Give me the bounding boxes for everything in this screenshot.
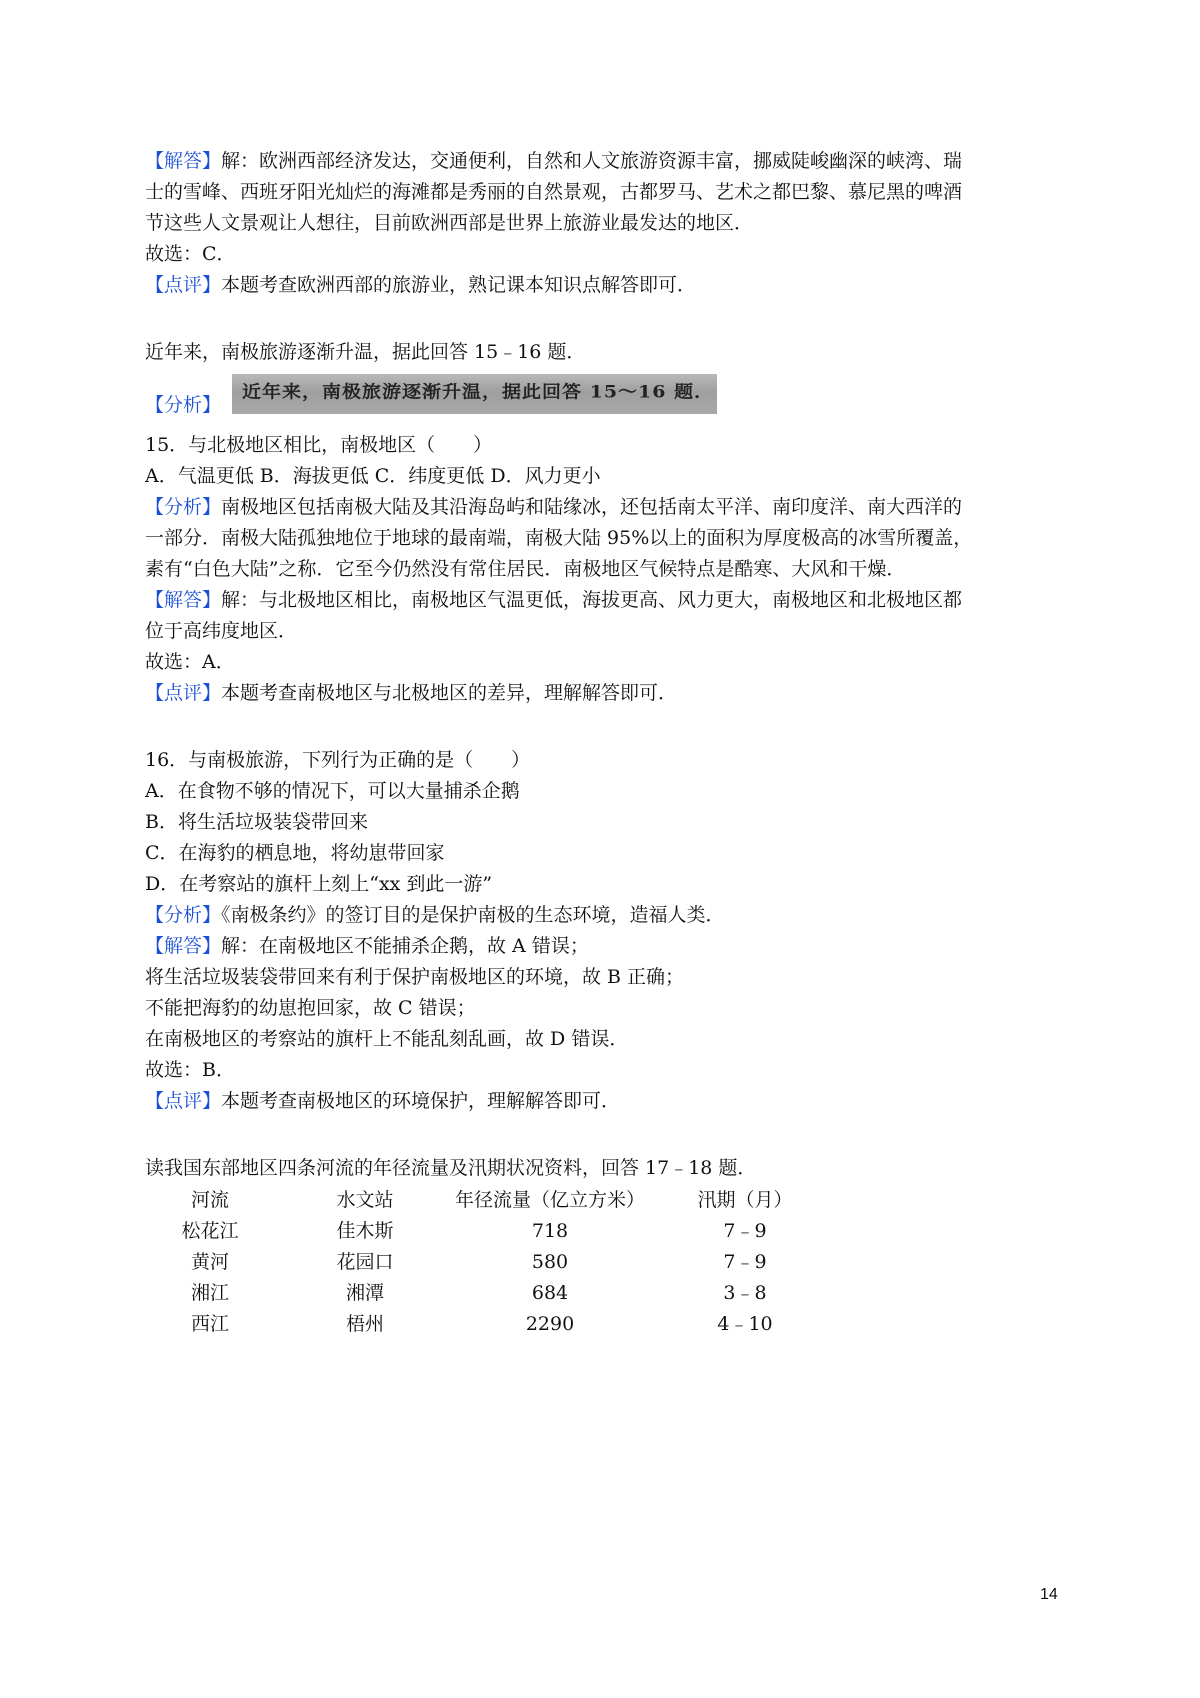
q15-analysis-line-2: 一部分．南极大陆孤独地位于地球的最南端，南极大陆 95%以上的面积为厚度极高的冰雪所覆盖， [145, 527, 973, 549]
q15-analysis-line-1 [145, 494, 962, 520]
analysis-tag-line [145, 392, 221, 418]
q16-option-b: B．将生活垃圾装袋带回来 [145, 811, 368, 833]
analysis-text: 《南极条约》的签订目的是保护南极的生态环境，造福人类． [221, 904, 725, 926]
table-cell: 花园口 [336, 1251, 394, 1273]
intro-17-18: 读我国东部地区四条河流的年径流量及汛期状况资料，回答 17﹣18 题． [145, 1157, 757, 1179]
table-cell: 7﹣9 [723, 1220, 767, 1242]
table-cell: 黄河 [190, 1251, 229, 1273]
q16-comment [145, 1088, 620, 1114]
q15-choice: 故选：A． [145, 651, 235, 673]
answer-text: 解：与北极地区相比，南极地区气温更低，海拔更高、风力更大，南极地区和北极地区都 [221, 589, 963, 611]
q16-option-d: D．在考察站的旗杆上刻上“xx 到此一游” [145, 873, 493, 895]
q15-answer-line-2: 位于高纬度地区． [145, 620, 298, 642]
table-cell: 西江 [190, 1313, 229, 1335]
q15-options: A．气温更低 B．海拔更低 C．纬度更低 D．风力更小 [145, 465, 601, 487]
analysis-tag: 【分析】 [145, 496, 222, 518]
q15-stem: 15．与北极地区相比，南极地区（ ） [145, 434, 493, 456]
table-cell: 2290 [525, 1313, 575, 1335]
comment-text: 本题考查南极地区的环境保护，理解解答即可． [221, 1090, 621, 1112]
intro-15-16: 近年来，南极旅游逐渐升温，据此回答 15﹣16 题． [145, 341, 586, 363]
answer-text: 解：在南极地区不能捕杀企鹅，故 A 错误； [221, 935, 589, 957]
table-cell: 718 [531, 1220, 569, 1242]
table-cell: 佳木斯 [336, 1220, 394, 1242]
q16-answer-line-3: 不能把海豹的幼崽抱回家，故 C 错误； [145, 997, 476, 1019]
answer-line-1 [145, 148, 962, 174]
table-cell: 湘江 [190, 1282, 229, 1304]
answer-line-3: 节这些人文景观让人想往，目前欧洲西部是世界上旅游业最发达的地区． [145, 212, 754, 234]
scanned-text-image [232, 374, 717, 414]
answer-text: 解：欧洲西部经济发达，交通便利，自然和人文旅游资源丰富，挪威陡峻幽深的峡湾、瑞 [221, 150, 963, 172]
table-header-station: 水文站 [336, 1189, 394, 1211]
page-number: 14 [1040, 1586, 1058, 1603]
q15-analysis-line-3: 素有“白色大陆”之称．它至今仍然没有常住居民．南极地区气候特点是酷寒、大风和干燥． [145, 558, 906, 580]
analysis-text: 南极地区包括南极大陆及其沿海岛屿和陆缘冰，还包括南太平洋、南印度洋、南大西洋的 [221, 496, 963, 518]
q15-comment [145, 680, 677, 706]
table-cell: 4﹣10 [717, 1313, 773, 1335]
table-header-runoff: 年径流量（亿立方米） [454, 1189, 645, 1211]
comment-text: 本题考查欧洲西部的旅游业，熟记课本知识点解答即可． [221, 274, 697, 296]
comment-tag: 【点评】 [145, 274, 222, 296]
answer-tag: 【解答】 [145, 589, 222, 611]
comment-line [145, 272, 696, 298]
choice-line: 故选：C． [145, 243, 236, 265]
q16-answer-line-1 [145, 933, 589, 959]
table-cell: 580 [531, 1251, 569, 1273]
table-cell: 松花江 [181, 1220, 239, 1242]
q16-choice: 故选：B． [145, 1059, 235, 1081]
q16-option-c: C．在海豹的栖息地，将幼崽带回家 [145, 842, 445, 864]
table-cell: 684 [531, 1282, 569, 1304]
table-header-flood: 汛期（月） [697, 1189, 793, 1211]
q16-stem: 16．与南极旅游，下列行为正确的是（ ） [145, 749, 531, 771]
answer-line-2: 士的雪峰、西班牙阳光灿烂的海滩都是秀丽的自然景观，古都罗马、艺术之都巴黎、慕尼黑的啤酒 [145, 181, 963, 203]
q16-option-a: A．在食物不够的情况下，可以大量捕杀企鹅 [145, 780, 520, 802]
table-cell: 梧州 [345, 1313, 384, 1335]
answer-tag: 【解答】 [145, 150, 222, 172]
analysis-tag: 【分析】 [145, 394, 222, 416]
q16-answer-line-2: 将生活垃圾装袋带回来有利于保护南极地区的环境，故 B 正确； [145, 966, 685, 988]
analysis-tag: 【分析】 [145, 904, 222, 926]
comment-tag: 【点评】 [145, 1090, 222, 1112]
comment-text: 本题考查南极地区与北极地区的差异，理解解答即可． [221, 682, 678, 704]
q16-analysis [145, 902, 725, 928]
table-cell: 湘潭 [345, 1282, 384, 1304]
answer-tag: 【解答】 [145, 935, 222, 957]
q15-answer-line-1 [145, 587, 962, 613]
q16-answer-line-4: 在南极地区的考察站的旗杆上不能乱刻乱画，故 D 错误． [145, 1028, 629, 1050]
scanned-text: 近年来，南极旅游逐渐升温，据此回答 15～16 题． [242, 382, 715, 402]
table-cell: 3﹣8 [723, 1282, 767, 1304]
comment-tag: 【点评】 [145, 682, 222, 704]
table-header-river: 河流 [190, 1189, 229, 1211]
table-cell: 7﹣9 [723, 1251, 767, 1273]
